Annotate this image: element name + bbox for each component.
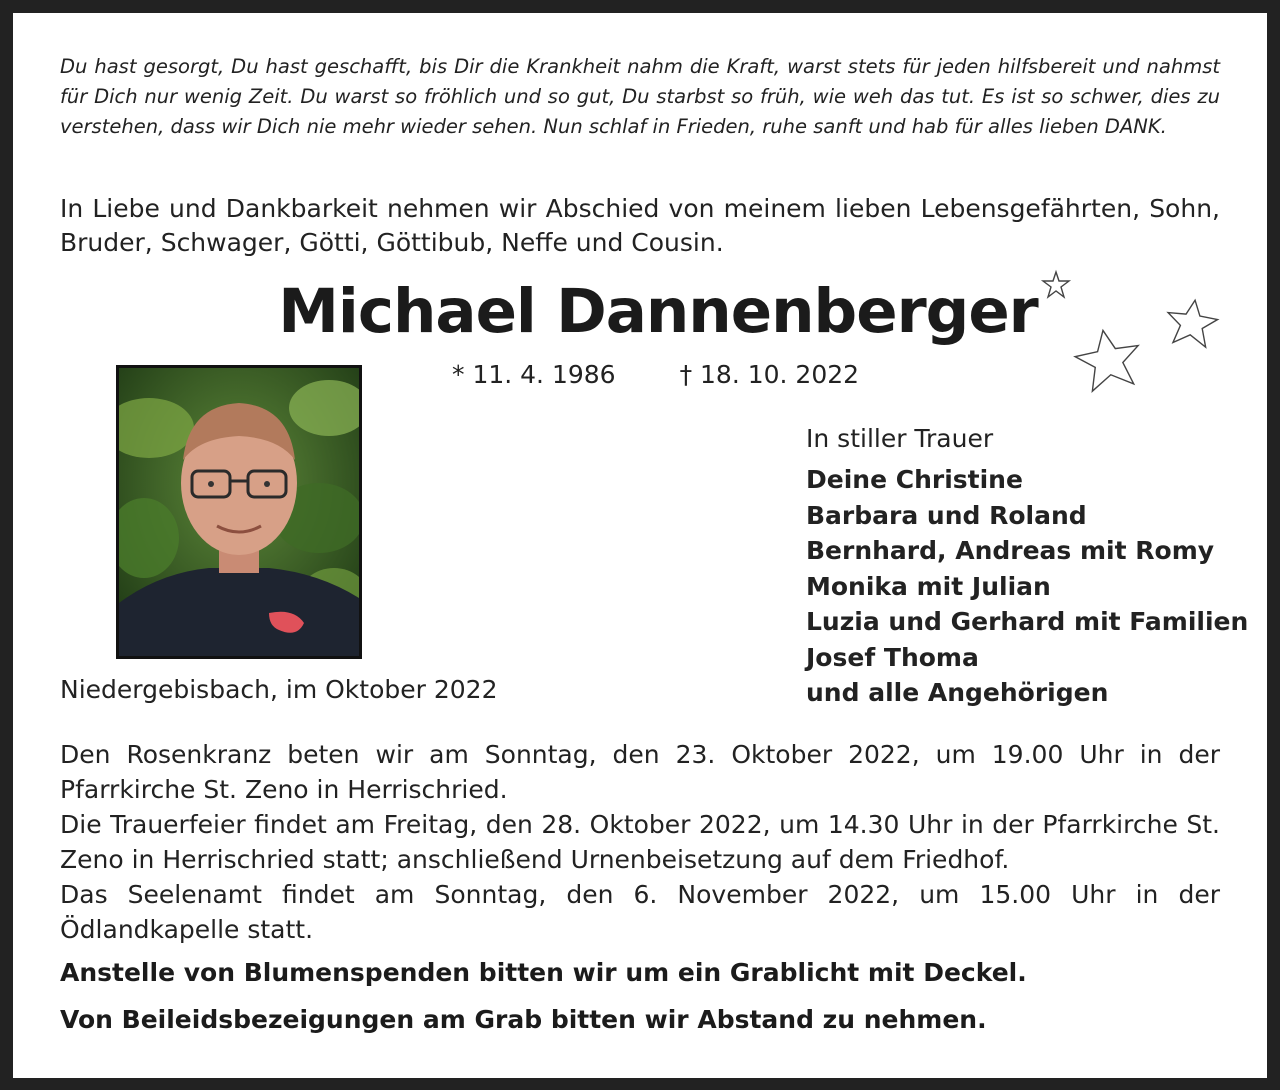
star-icon	[1164, 297, 1220, 349]
service-info	[60, 737, 1220, 947]
mourner-name: Barbara und Roland	[806, 500, 1087, 530]
portrait-photo	[116, 365, 362, 659]
mourner-name: Deine Christine	[806, 465, 1023, 494]
mourner-name: Luzia und Gerhard mit Familien	[806, 607, 1249, 636]
place-and-date: Niedergebisbach, im Oktober 2022	[60, 675, 498, 704]
requiem-info: Das Seelenamt findet am Sonntag, den 6. November 2022, um 15.00 Uhr in der Ödlandkapelle statt.	[60, 880, 1220, 944]
rosary-info: Den Rosenkranz beten wir am Sonntag, den 23. Oktober 2022, um 19.00 Uhr in der Pfarrkirche St. Zeno in Herrischried.	[60, 740, 1220, 804]
stars-decoration	[1030, 262, 1230, 402]
mourner-name: Monika mit Julian	[806, 571, 1051, 601]
mourner-name: Josef Thoma	[806, 642, 979, 672]
star-icon	[1071, 325, 1144, 393]
flowers-note: Anstelle von Blumenspenden bitten wir um ein Grablicht mit Deckel.	[60, 958, 1027, 987]
funeral-info: Die Trauerfeier findet am Freitag, den 28. Oktober 2022, um 14.30 Uhr in der Pfarrkirche St. Zeno in Herrischried statt; anschließend Urnenbeisetzung auf dem Friedhof.	[60, 810, 1220, 874]
deceased-name: Michael Dannenberger	[278, 276, 1038, 347]
farewell-intro: In Liebe und Dankbarkeit nehmen wir Abschied von meinem lieben Lebensgefährten, Sohn, Bruder, Schwager, Götti, Göttibub, Neffe und Cousin.	[60, 194, 1220, 257]
life-dates	[452, 360, 859, 389]
memorial-poem: Du hast gesorgt, Du hast geschafft, bis Dir die Krankheit nahm die Kraft, warst stets für jeden hilfsbereit und nahmst für Dich nur wenig Zeit. Du warst so fröhlich und so gut, Du starbst so früh, wie weh das tut. Es ist so schwer, dies zu verstehen, dass wir Dich nie mehr wieder sehen. Nun schlaf in Frieden, ruhe sanft und hab für alles lieben DANK.	[60, 55, 1220, 138]
condolence-note: Von Beileidsbezeigungen am Grab bitten wir Abstand zu nehmen.	[60, 1005, 987, 1034]
mourners-heading: In stiller Trauer	[806, 424, 994, 453]
death-date: † 18. 10. 2022	[679, 360, 860, 389]
mourners-block	[806, 422, 1249, 711]
star-icon	[1043, 272, 1069, 297]
birth-date: * 11. 4. 1986	[452, 360, 616, 389]
mourner-name: und alle Angehörigen	[806, 678, 1109, 707]
portrait-image	[119, 368, 359, 656]
mourner-name: Bernhard, Andreas mit Romy	[806, 536, 1215, 565]
